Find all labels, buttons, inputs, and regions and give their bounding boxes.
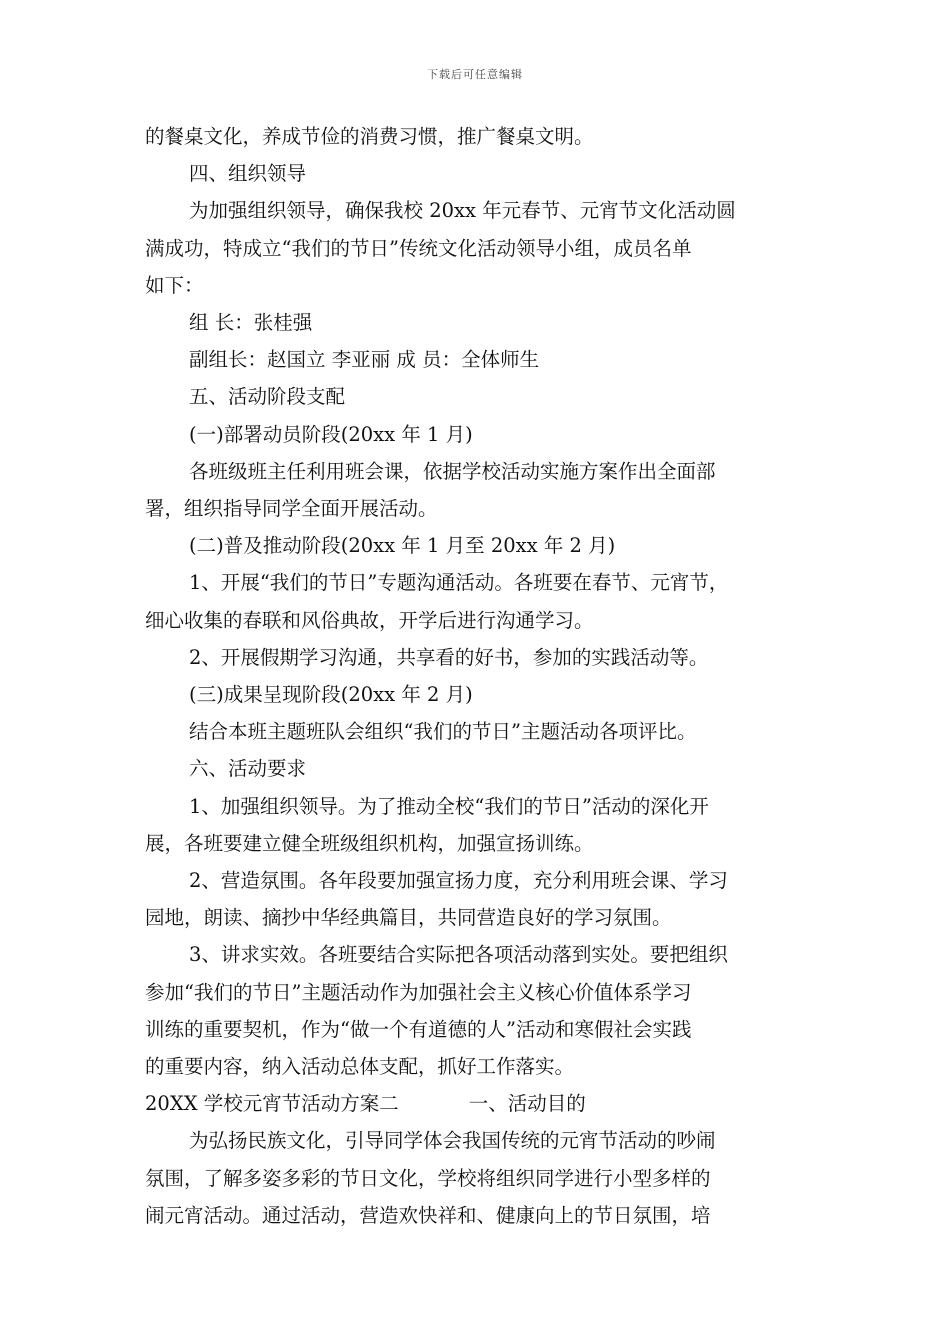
paragraph-line: 结合本班主题班队会组织“我们的节日”主题活动各项评比。 (189, 720, 697, 744)
paragraph-line: 为弘扬民族文化，引导同学体会我国传统的元宵节活动的吵闹 (189, 1129, 716, 1153)
stage-heading: (三)成果呈现阶段(20xx 年 2 月) (189, 683, 473, 707)
paragraph-line: 各班级班主任利用班会课，依据学校活动实施方案作出全面部 (189, 459, 716, 483)
section-heading-organization: 四、组织领导 (189, 162, 307, 186)
section-heading-stages: 五、活动阶段支配 (189, 385, 346, 409)
paragraph-line: 细心收集的春联和风俗典故，开学后进行沟通学习。 (145, 608, 594, 632)
paragraph-line: 闹元宵活动。通过活动，营造欢快祥和、健康向上的节日氛围，培 (145, 1203, 711, 1227)
section-heading-requirements: 六、活动要求 (189, 757, 307, 781)
section-title (145, 1085, 825, 1122)
document-body (145, 118, 825, 1234)
paragraph-line: 副组长：赵国立 李亚丽 成 员：全体师生 (189, 348, 540, 372)
stage-heading: (一)部署动员阶段(20xx 年 1 月) (189, 422, 473, 446)
section-title-right: 一、活动目的 (468, 1092, 586, 1116)
paragraph-line: 1、加强组织领导。为了推动全校“我们的节日”活动的深化开 (189, 794, 709, 818)
paragraph-line: 3、讲求实效。各班要结合实际把各项活动落到实处。要把组织 (189, 943, 728, 967)
paragraph-line: 氛围，了解多姿多彩的节日文化，学校将组织同学进行小型多样的 (145, 1166, 711, 1190)
paragraph-line: 的餐桌文化，养成节俭的消费习惯，推广餐桌文明。 (145, 125, 594, 148)
stage-heading: (二)普及推动阶段(20xx 年 1 月至 20xx 年 2 月) (189, 534, 616, 558)
page-header: 下载后可任意编辑 (427, 68, 523, 81)
paragraph-line: 2、营造氛围。各年段要加强宣扬力度，充分利用班会课、学习 (189, 869, 728, 893)
paragraph-line: 展，各班要建立健全班级组织机构，加强宣扬训练。 (145, 831, 594, 855)
section-title-left: 20XX 学校元宵节活动方案二 (145, 1092, 399, 1116)
paragraph-line: 满成功，特成立“我们的节日”传统文化活动领导小组，成员名单 (145, 236, 692, 260)
paragraph-line: 训练的重要契机，作为“做一个有道德的人”活动和寒假社会实践 (145, 1017, 692, 1041)
paragraph-line: 2、开展假期学习沟通，共享看的好书，参加的实践活动等。 (189, 645, 709, 669)
paragraph-line: 署，组织指导同学全面开展活动。 (145, 497, 438, 521)
paragraph-line: 参加“我们的节日”主题活动作为加强社会主义核心价值体系学习 (145, 980, 692, 1004)
paragraph-line: 1、开展“我们的节日”专题沟通活动。各班要在春节、元宵节， (189, 571, 729, 595)
paragraph-line: 组 长：张桂强 (189, 311, 313, 335)
paragraph-line: 的重要内容，纳入活动总体支配，抓好工作落实。 (145, 1055, 575, 1079)
paragraph-line: 为加强组织领导，确保我校 20xx 年元春节、元宵节文化活动圆 (189, 199, 736, 223)
paragraph-line: 如下： (145, 273, 204, 297)
paragraph-line: 园地，朗读、摘抄中华经典篇目，共同营造良好的学习氛围。 (145, 906, 672, 930)
